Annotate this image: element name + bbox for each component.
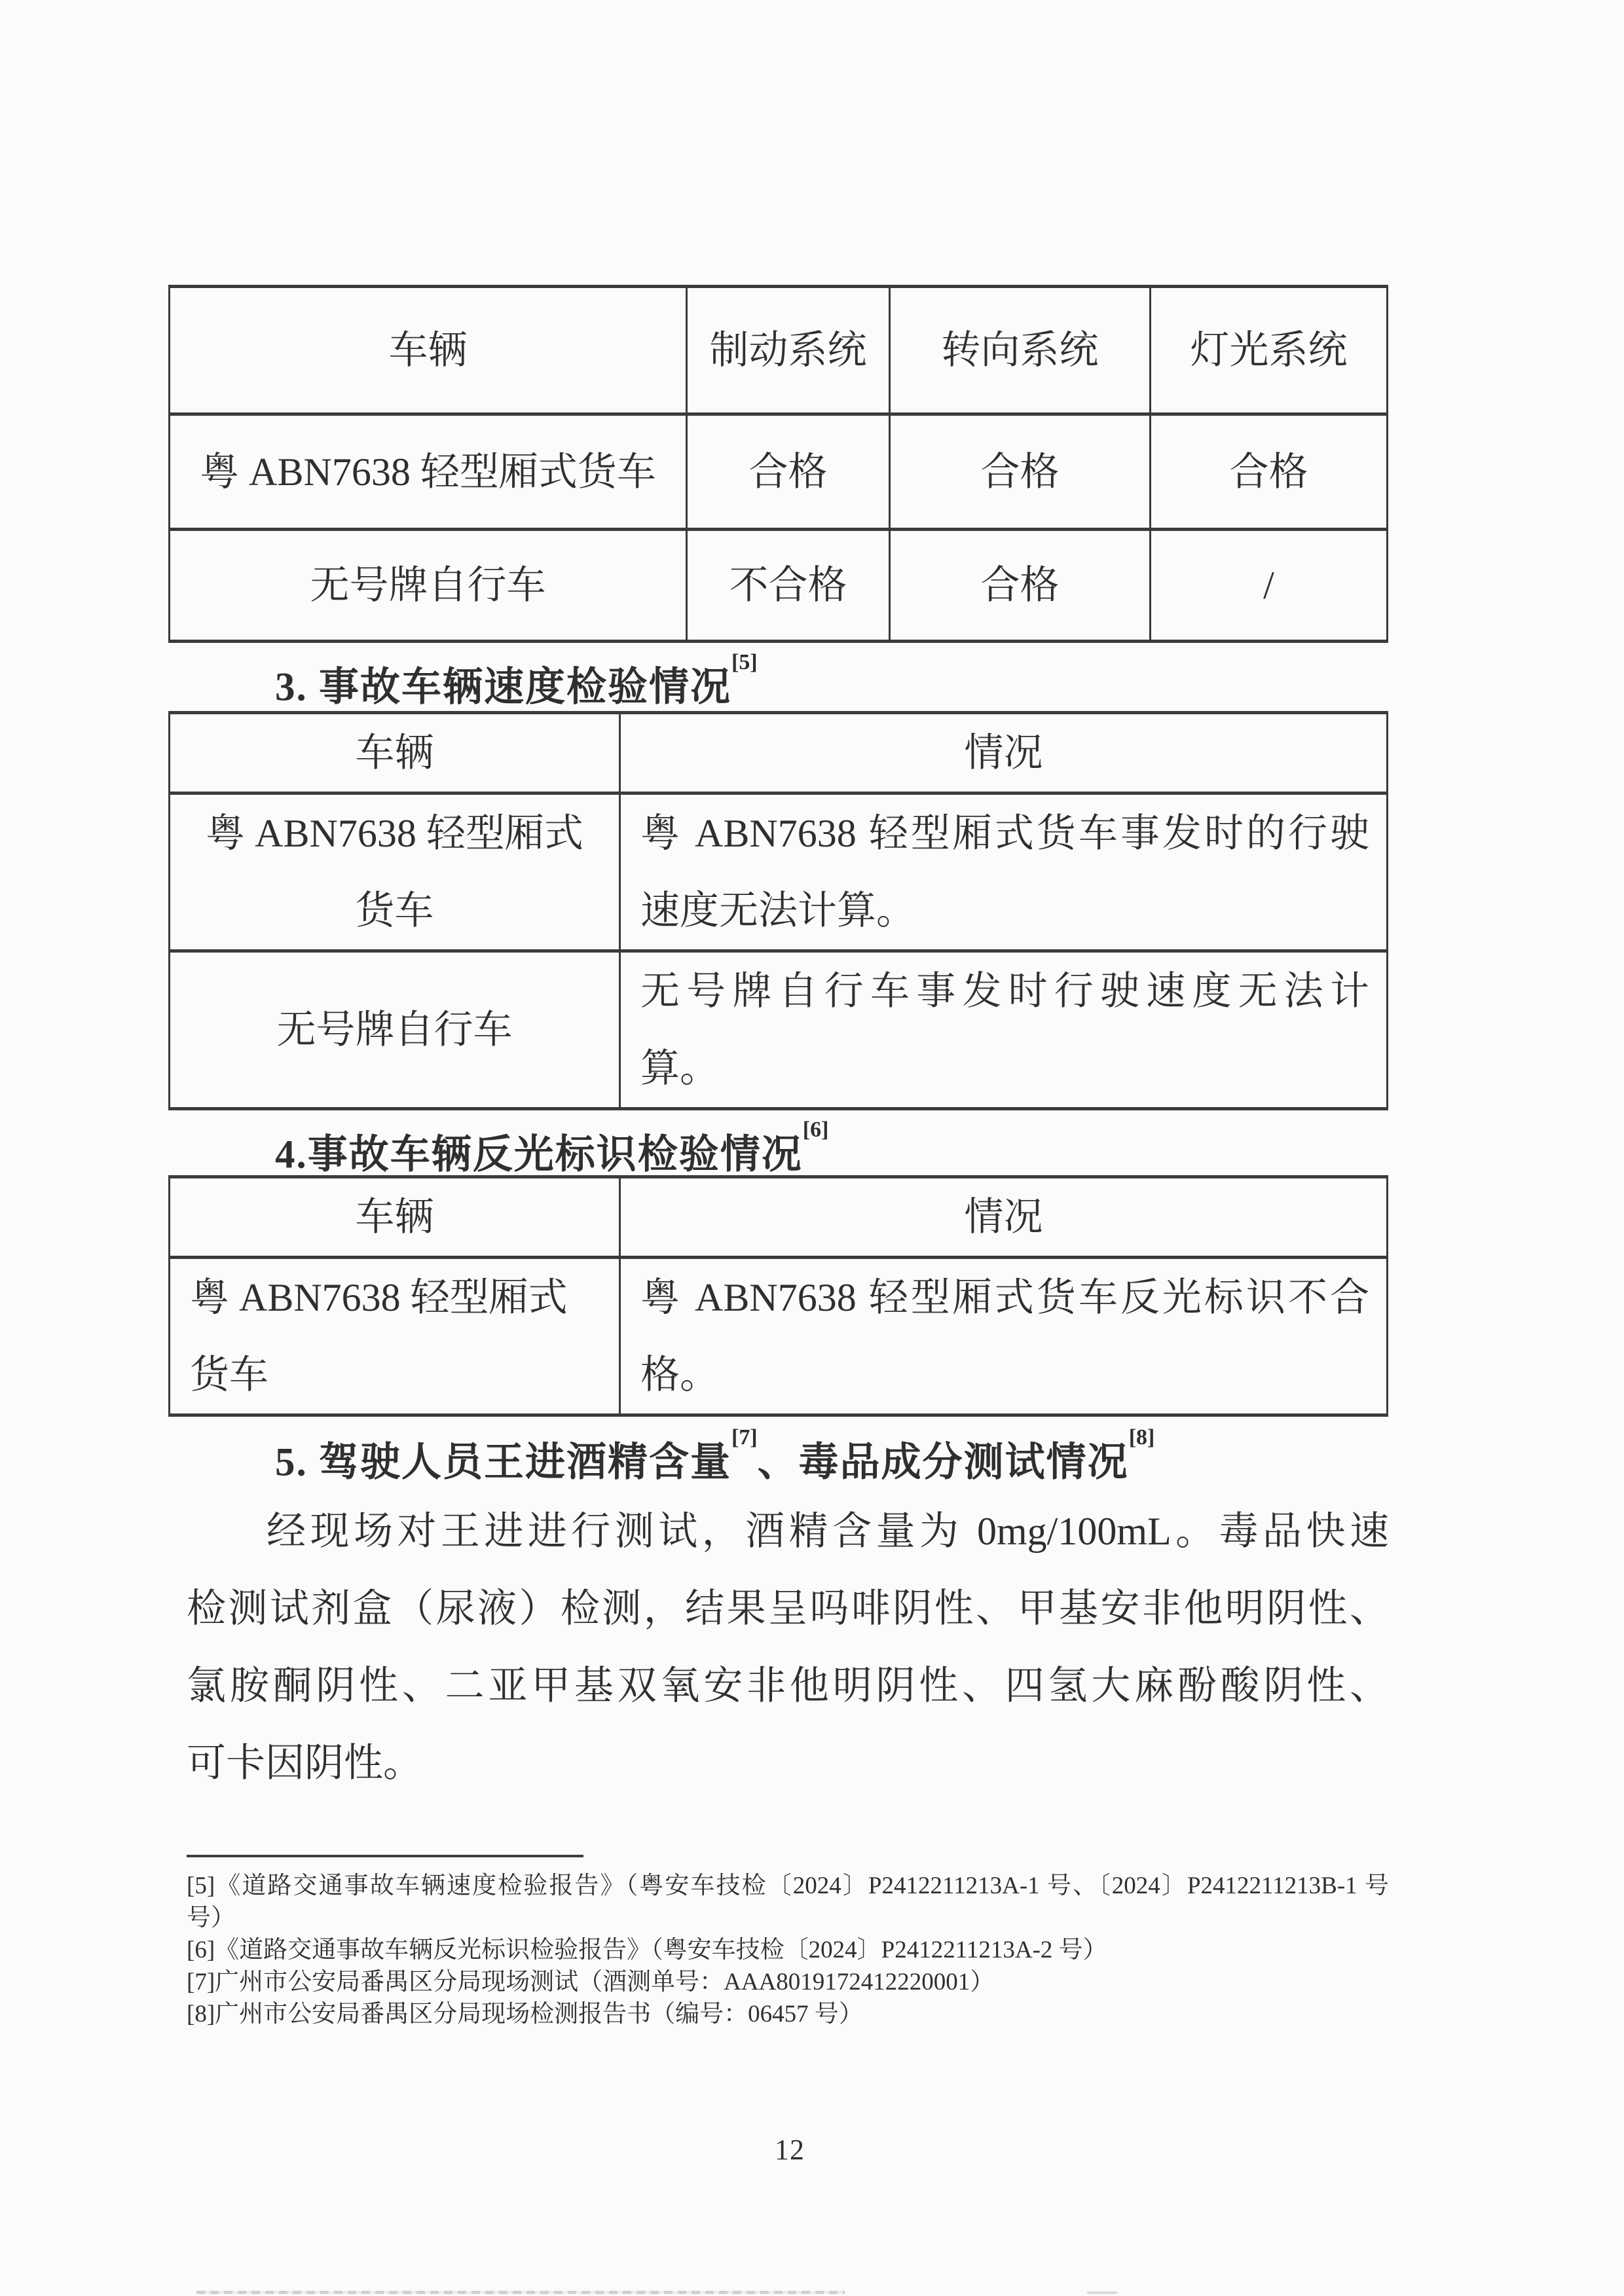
page-number: 12 bbox=[775, 2134, 805, 2166]
cell-line: 粤 ABN7638 轻型厢式 bbox=[206, 812, 583, 855]
section-heading-text: 3. 事故车辆速度检验情况 bbox=[275, 665, 732, 710]
paragraph-line: 检测试剂盒（尿液）检测，结果呈吗啡阴性、甲基安非他明阴性、 bbox=[187, 1587, 1389, 1630]
paragraph-line: 可卡因阴性。 bbox=[187, 1741, 422, 1785]
footnote-ref-8: [8] bbox=[1128, 1425, 1155, 1449]
header-lighting-system: 灯光系统 bbox=[1151, 287, 1388, 414]
scan-noise-strip bbox=[196, 2291, 845, 2294]
table-row bbox=[170, 414, 1388, 530]
footnote-separator-rule bbox=[187, 1855, 583, 1857]
cell-line: 粤 ABN7638 轻型厢式 bbox=[190, 1276, 568, 1319]
footnote-5-line-1: [5]《道路交通事故车辆速度检验报告》（粤安车技检〔2024〕P2412211213A-1 号、〔2024〕P2412211213B-1 号 bbox=[187, 1872, 1389, 1899]
table-row bbox=[170, 793, 1388, 951]
cell-line: 粤 ABN7638 轻型厢式货车事发时的行驶 bbox=[640, 812, 1369, 855]
paragraph-line: 氯胺酮阴性、二亚甲基双氧安非他明阴性、四氢大麻酚酸阴性、 bbox=[187, 1664, 1389, 1707]
cell-line: 无号牌自行车事发时行驶速度无法计 bbox=[640, 970, 1369, 1013]
paragraph-line: 经现场对王进进行测试，酒精含量为 0mg/100mL。毒品快速 bbox=[267, 1510, 1389, 1553]
cell-lighting: 合格 bbox=[1151, 414, 1388, 530]
section-heading-alcohol-drug bbox=[275, 1425, 1155, 1487]
cell-lighting: / bbox=[1151, 530, 1388, 642]
footnote-5-line-2: 号） bbox=[187, 1904, 235, 1931]
footnote-ref-5: [5] bbox=[731, 650, 758, 674]
cell-line: 货车 bbox=[355, 889, 434, 932]
header-steering-system: 转向系统 bbox=[890, 287, 1151, 414]
footnote-8: [8]广州市公安局番禺区分局现场检测报告书（编号：06457 号） bbox=[187, 2001, 863, 2028]
cell-steering: 合格 bbox=[890, 414, 1151, 530]
cell-line: 粤 ABN7638 轻型厢式货车反光标识不合 bbox=[640, 1276, 1369, 1319]
header-vehicle: 车辆 bbox=[170, 713, 620, 793]
section-heading-reflective bbox=[275, 1118, 829, 1180]
header-situation: 情况 bbox=[620, 1177, 1388, 1258]
footnote-ref-6: [6] bbox=[802, 1118, 829, 1142]
footnote-6: [6]《道路交通事故车辆反光标识检验报告》（粤安车技检〔2024〕P2412211213A-2 号） bbox=[187, 1937, 1107, 1963]
cell-vehicle bbox=[170, 1258, 620, 1415]
header-vehicle: 车辆 bbox=[170, 287, 687, 414]
test-result-paragraph bbox=[187, 1493, 1389, 1802]
cell-steering: 合格 bbox=[890, 530, 1151, 642]
cell-line: 速度无法计算。 bbox=[640, 889, 915, 932]
reflective-marking-table bbox=[168, 1175, 1388, 1417]
cell-line: 货车 bbox=[190, 1353, 268, 1396]
cell-vehicle: 粤 ABN7638 轻型厢式货车 bbox=[170, 414, 687, 530]
cell-line: 无号牌自行车 bbox=[276, 1008, 513, 1051]
cell-brake: 合格 bbox=[687, 414, 890, 530]
table-header-row bbox=[170, 287, 1388, 414]
section-heading-text: 、毒品成分测试情况 bbox=[757, 1440, 1129, 1485]
header-vehicle: 车辆 bbox=[170, 1177, 620, 1258]
header-situation: 情况 bbox=[620, 713, 1388, 793]
cell-situation bbox=[620, 951, 1388, 1109]
section-heading-text: 4.事故车辆反光标识检验情况 bbox=[275, 1133, 803, 1177]
cell-vehicle bbox=[170, 793, 620, 951]
footnote-ref-7: [7] bbox=[731, 1425, 758, 1449]
cell-vehicle: 无号牌自行车 bbox=[170, 530, 687, 642]
scan-noise-dot bbox=[1087, 2291, 1117, 2294]
cell-vehicle bbox=[170, 951, 620, 1109]
section-heading-text: 5. 驾驶人员王进酒精含量 bbox=[275, 1440, 732, 1485]
table-row bbox=[170, 951, 1388, 1109]
table-row bbox=[170, 1258, 1388, 1415]
section-heading-speed bbox=[275, 650, 758, 712]
cell-situation bbox=[620, 793, 1388, 951]
cell-line: 格。 bbox=[640, 1353, 719, 1396]
table-row bbox=[170, 530, 1388, 642]
vehicle-systems-table bbox=[168, 285, 1388, 643]
cell-line: 算。 bbox=[640, 1047, 719, 1090]
header-brake-system: 制动系统 bbox=[687, 287, 890, 414]
cell-situation bbox=[620, 1258, 1388, 1415]
table-header-row bbox=[170, 713, 1388, 793]
table-header-row bbox=[170, 1177, 1388, 1258]
vehicle-speed-table bbox=[168, 711, 1388, 1110]
footnote-7: [7]广州市公安局番禺区分局现场测试（酒测单号：AAA8019172412220001） bbox=[187, 1969, 995, 1995]
cell-brake: 不合格 bbox=[687, 530, 890, 642]
footnotes-block bbox=[187, 1870, 1389, 2030]
